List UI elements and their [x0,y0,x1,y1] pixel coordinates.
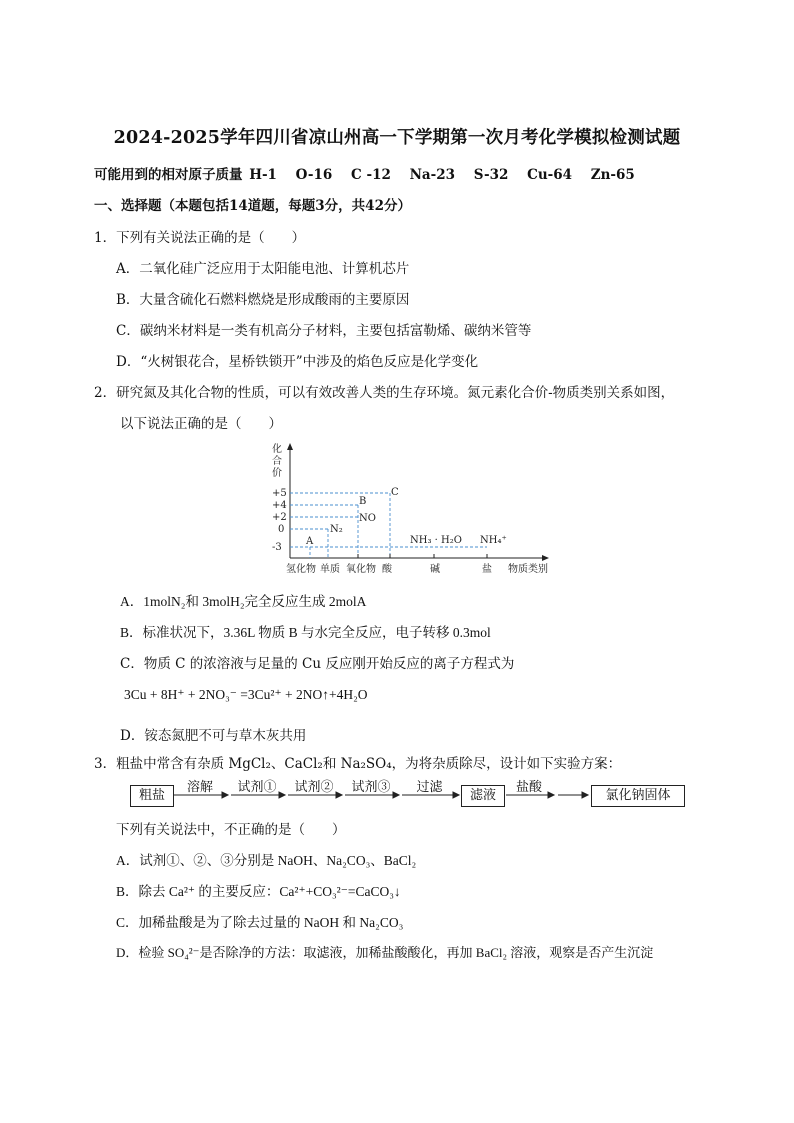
q1-option-a: A．二氧化硅广泛应用于太阳能电池、计算机芯片 [116,261,410,277]
q3-option-c: C．加稀盐酸是为了除去过量的 NaOH 和 Na₂CO₃ [116,915,404,930]
x-tick-label: 盐 [482,564,492,575]
point-label-nh3h2o: NH₃ · H₂O [410,535,462,546]
point-label-b: B [359,496,367,507]
q3-option-a: A．试剂①、②、③分别是 NaOH、Na₂CO₃、BaCl₂ [116,853,417,868]
point-label-no: NO [359,513,376,524]
q2-stem-line1: 2．研究氮及其化合物的性质，可以有效改善人类的生存环境。氮元素化合价-物质类别关系如图， [94,385,675,401]
flow-step-hcl: 盐酸 [515,780,542,795]
q2-option-d: D．铵态氮肥不可与草木灰共用 [120,728,307,744]
flow-step-reagent-3: 试剂③ [351,780,391,795]
point-label-n2: N₂ [330,524,343,535]
flow-box-nacl-solid: 氯化钠固体 [591,785,685,807]
atomic-mass-item: H-1 [249,167,277,183]
q1-option-b: B．大量含硫化石燃料燃烧是形成酸雨的主要原因 [116,292,410,308]
atomic-mass-item: S-32 [473,167,509,183]
q2-stem-line2: 以下说法正确的是（ ） [120,416,282,432]
y-tick-label: -3 [272,542,282,553]
y-axis-title: 价 [272,468,282,479]
flow-arrowhead [582,792,588,798]
q3-sub-stem: 下列有关说法中，不正确的是（ ） [116,822,346,838]
y-tick-label: +2 [272,512,287,523]
x-tick-label: 酸 [382,564,392,575]
flow-step-filter: 过滤 [416,780,443,795]
atomic-mass-label: 可能用到的相对原子质量 [94,167,243,183]
y-axis-title: 合 [272,456,282,467]
point-label-c: C [391,487,399,498]
y-tick-label: +5 [272,488,287,499]
x-axis-title: 物质类别 [508,564,548,575]
point-label-nh4: NH₄⁺ [480,535,507,546]
point-label-a: A [306,536,314,547]
y-tick-label: +4 [272,500,287,511]
q3-option-d: D．检验 SO₄²⁻是否除净的方法：取滤液，加稀盐酸酸化，再加 BaCl₂ 溶液，观察是否产生沉淀 [116,945,654,960]
q1-option-d: D．“火树银花合，星桥铁锁开”中涉及的焰色反应是化学变化 [116,354,479,370]
q1-stem: 1．下列有关说法正确的是（ ） [94,230,306,246]
x-tick-label: 单质 [320,564,340,575]
page-title: 2024-2025学年四川省凉山州高一下学期第一次月考化学模拟检测试题 [113,128,681,148]
atomic-mass-item: C -12 [351,167,391,183]
flow-step-dissolve: 溶解 [186,780,213,795]
valence-category-chart [262,440,562,580]
atomic-mass-item: Na-23 [409,167,456,183]
flow-step-reagent-1: 试剂① [237,780,277,795]
y-tick-label: 0 [278,524,285,535]
y-axis-title: 化 [272,444,282,455]
q3-stem: 3．粗盐中常含有杂质 MgCl₂、CaCl₂和 Na₂SO₄，为将杂质除尽，设计如下实验方案： [94,756,622,772]
purification-flowchart [130,776,690,816]
atomic-mass-line [94,163,649,183]
x-tick-label: 氢化物 [286,564,316,575]
q2-option-a: A．1molN₂和 3molH₂完全反应生成 2molA [120,594,367,609]
flow-box-filtrate: 滤液 [461,785,505,807]
flow-step-reagent-2: 试剂② [294,780,334,795]
q2-option-b: B．标准状况下，3.36L 物质 B 与水完全反应，电子转移 0.3mol [120,625,491,640]
q2-option-c: C．物质 C 的浓溶液与足量的 Cu 反应刚开始反应的离子方程式为 [120,656,515,672]
atomic-mass-item: Cu-64 [527,167,573,183]
x-axis-arrow [542,555,549,561]
atomic-mass-item: O-16 [295,167,333,183]
section-header: 一、选择题（本题包括14道题，每题3分，共42分） [94,198,411,214]
atomic-mass-item: Zn-65 [590,167,635,183]
q2-option-c-equation: 3Cu + 8H⁺ + 2NO₃⁻ =3Cu²⁺ + 2NO↑+4H₂O [124,687,368,702]
x-tick-label: 碱 [430,564,440,575]
flow-box-crude-salt: 粗盐 [130,785,174,807]
q1-option-c: C．碳纳米材料是一类有机高分子材料，主要包括富勒烯、碳纳米管等 [116,323,532,339]
q3-option-b: B．除去 Ca²⁺ 的主要反应：Ca²⁺+CO₃²⁻=CaCO₃↓ [116,884,401,899]
x-tick-label: 氧化物 [346,564,376,575]
y-axis-arrow [287,443,293,450]
